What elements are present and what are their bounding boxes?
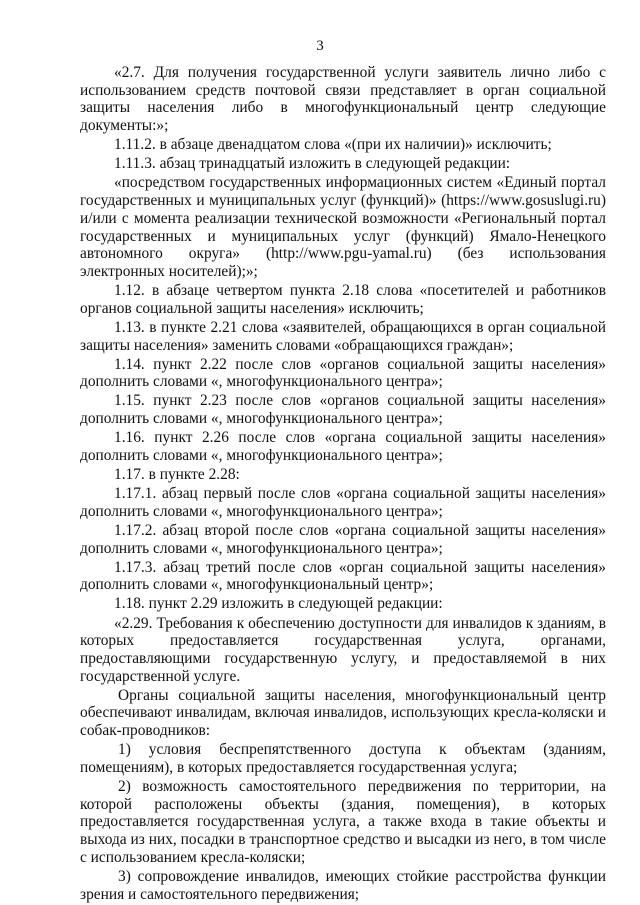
paragraph: 1.17.2. абзац второй после слов «органа социальной защиты населения» дополнить словами «, многофункционального центра»; <box>80 521 606 557</box>
paragraph: 2) возможность самостоятельного передвижения по территории, на которой расположены объекты (здания, помещения), в которых предоставляется государственная услуга, а также входа в такие объекты и выхода из них, посадки в транспортное средство и высадки из него, в том числе с использованием кресла-коляски; <box>80 778 606 866</box>
paragraph: 1.14. пункт 2.22 после слов «органов социальной защиты населения» дополнить словами «, многофункционального центра»; <box>80 355 606 391</box>
paragraph: 1.11.3. абзац тринадцатый изложить в следующей редакции: <box>114 155 511 173</box>
paragraph: 1.18. пункт 2.29 изложить в следующей редакции: <box>114 595 443 613</box>
document-body <box>80 64 606 905</box>
paragraph: «2.29. Требования к обеспечению доступности для инвалидов к зданиям, в которых предоставляется государственная услуга, органами, предоставляющими государственную услугу, и предоставляемой в них государственной услуге. <box>80 614 606 685</box>
paragraph: Органы социальной защиты населения, многофункциональный центр обеспечивают инвалидам, включая инвалидов, использующих кресла-коляски и собак-проводников: <box>80 686 606 740</box>
page-number: 3 <box>316 38 324 54</box>
paragraph: 3) сопровождение инвалидов, имеющих стойкие расстройства функции зрения и самостоятельного передвижения; <box>80 867 606 903</box>
paragraph: «2.7. Для получения государственной услуги заявитель лично либо с использованием средств почтовой связи представляет в орган социальной защиты населения либо в многофункциональный центр следующие документы:»; <box>80 64 606 135</box>
paragraph: «посредством государственных информационных систем «Единый портал государственных и муниципальных услуг (функций)» (https://www.gosuslugi.ru) и/или с момента реализации технической возможности «Региональный портал государственных и муниципальных услуг (функций) Ямало-Ненецкого автономного округа» (http://www.pgu-yamal.ru) (без использования электронных носителей);»; <box>80 174 606 280</box>
paragraph: 1) условия беспрепятственного доступа к объектам (зданиям, помещениям), в которых предоставляется государственная услуга; <box>80 741 606 776</box>
paragraph: 1.11.2. в абзаце двенадцатом слова «(при их наличии)» исключить; <box>114 136 552 154</box>
paragraph: 1.17.3. абзац третий после слов «орган социальной защиты населения» дополнить словами «, многофункциональный центр»; <box>80 558 606 594</box>
paragraph: 1.12. в абзаце четвертом пункта 2.18 слова «посетителей и работников органов социальной защиты населения» исключить; <box>80 282 606 317</box>
paragraph: 1.15. пункт 2.23 после слов «органов социальной защиты населения» дополнить словами «, многофункционального центра»; <box>80 392 606 428</box>
paragraph: 1.17.1. абзац первый после слов «органа социальной защиты населения» дополнить словами «, многофункционального центра»; <box>80 485 606 520</box>
paragraph: 1.16. пункт 2.26 после слов «органа социальной защиты населения» дополнить словами «, многофункционального центра»; <box>80 429 606 464</box>
paragraph: 1.17. в пункте 2.28: <box>114 465 240 483</box>
paragraph: 1.13. в пункте 2.21 слова «заявителей, обращающихся в орган социальной защиты населения» заменить словами «обращающихся граждан»; <box>80 318 606 354</box>
